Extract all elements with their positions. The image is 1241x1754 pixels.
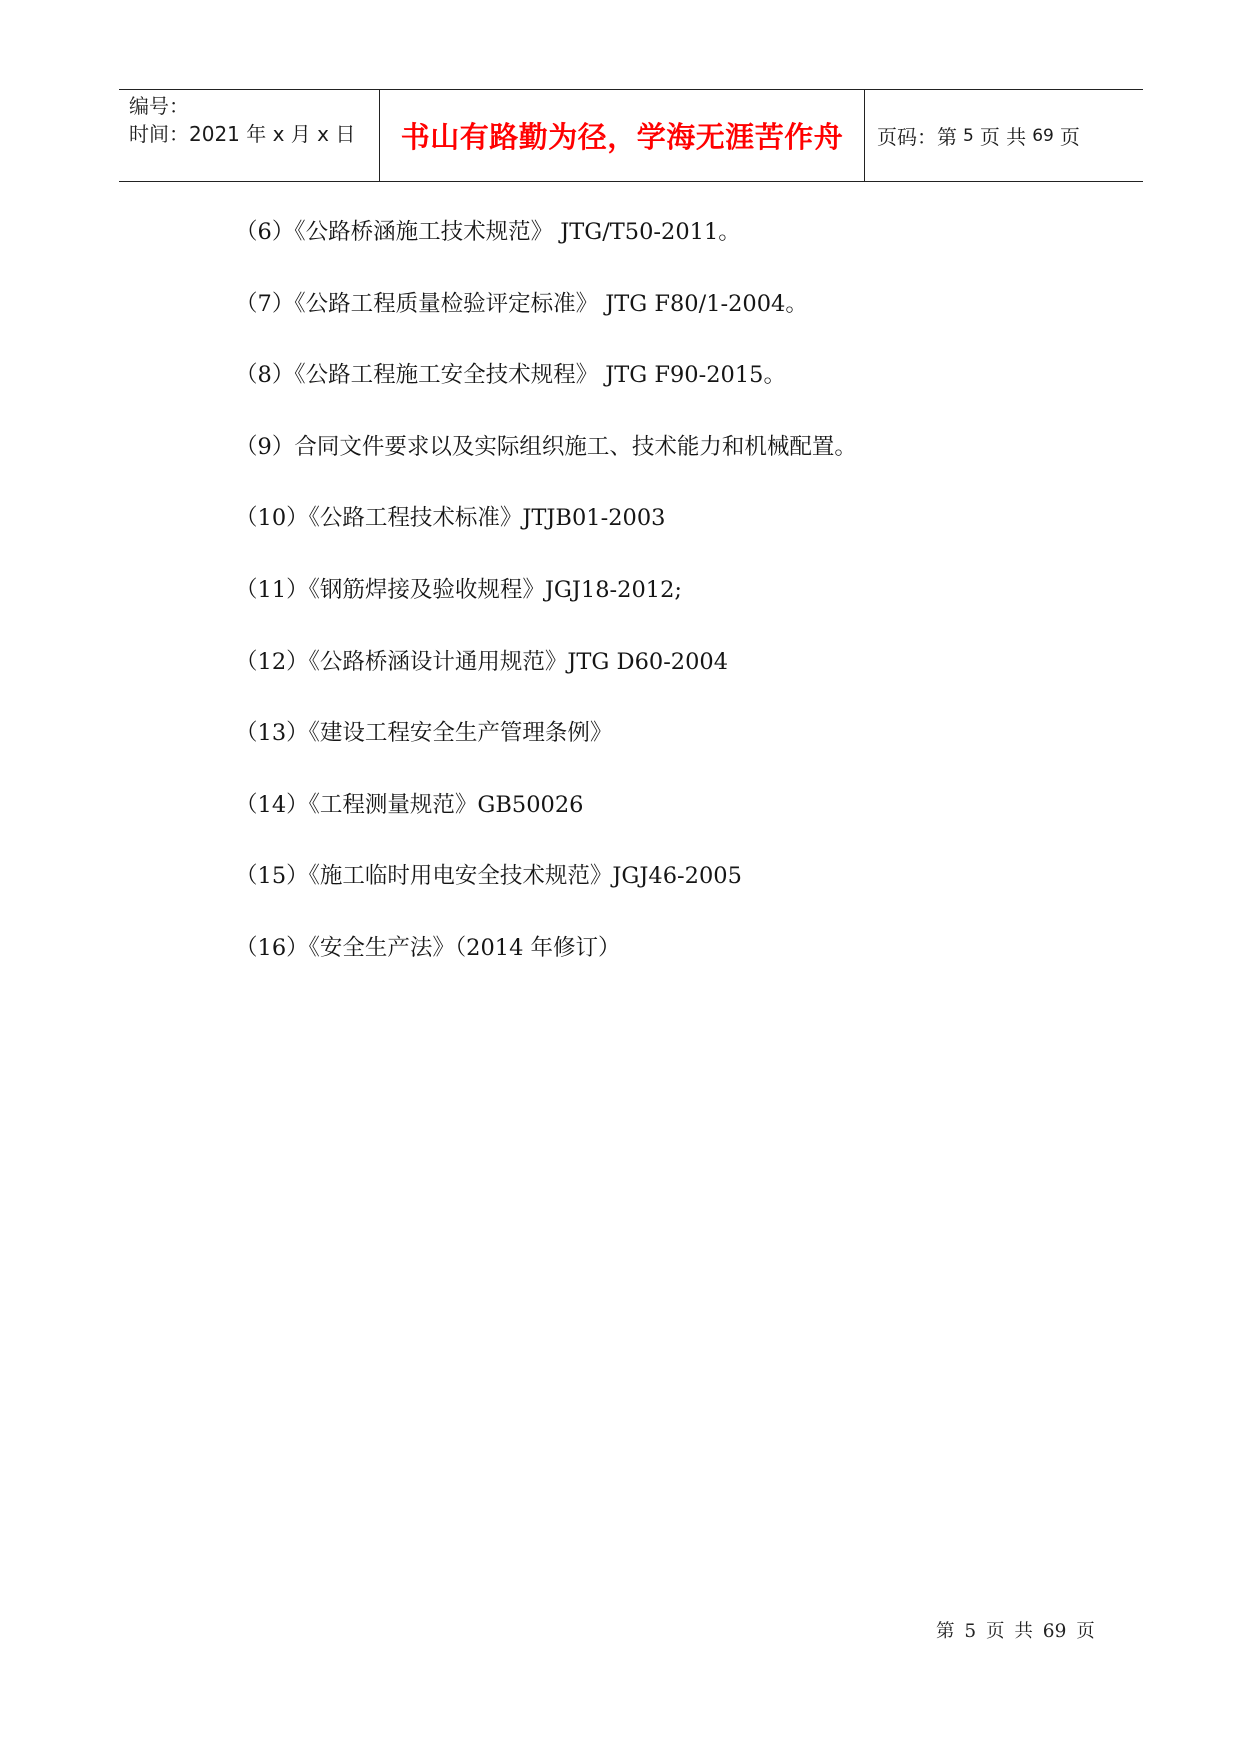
header-motto: 书山有路勤为径，学海无涯苦作舟 xyxy=(380,90,865,181)
header-page-info xyxy=(865,90,1143,181)
list-item: （6）《公路桥涵施工技术规范》 JTG/T50-2011。 xyxy=(235,219,741,245)
list-item: （16）《安全生产法》（2014 年修订） xyxy=(235,934,621,961)
list-item: （8）《公路工程施工安全技术规程》 JTG F90-2015。 xyxy=(235,362,786,389)
list-item: （9）合同文件要求以及实际组织施工、技术能力和机械配置。 xyxy=(235,433,857,460)
list-item: （13）《建设工程安全生产管理条例》 xyxy=(235,720,613,747)
page-total: 69 xyxy=(1032,125,1054,146)
document-header xyxy=(119,89,1143,182)
list-item: （15）《施工临时用电安全技术规范》JGJ46-2005 xyxy=(235,863,742,890)
document-time-label: 时间：2021 年 x 月 x 日 xyxy=(129,122,356,146)
page-suffix: 页 xyxy=(1059,125,1080,149)
page-middle: 页 共 xyxy=(979,125,1027,149)
reference-list xyxy=(235,217,1095,1005)
page-current: 5 xyxy=(963,125,974,146)
page-prefix: 页码：第 xyxy=(877,125,957,149)
list-item: （14）《工程测量规范》GB50026 xyxy=(235,791,584,818)
header-meta-cell xyxy=(119,90,380,181)
list-item: （12）《公路桥涵设计通用规范》JTG D60-2004 xyxy=(235,648,729,675)
document-number-label: 编号： xyxy=(129,94,189,118)
list-item: （7）《公路工程质量检验评定标准》 JTG F80/1-2004。 xyxy=(235,290,808,317)
list-item: （11）《钢筋焊接及验收规程》JGJ18-2012; xyxy=(235,576,682,603)
list-item: （10）《公路工程技术标准》JTJB01-2003 xyxy=(235,505,666,532)
page-footer: 第 5 页 共 69 页 xyxy=(936,1621,1095,1642)
